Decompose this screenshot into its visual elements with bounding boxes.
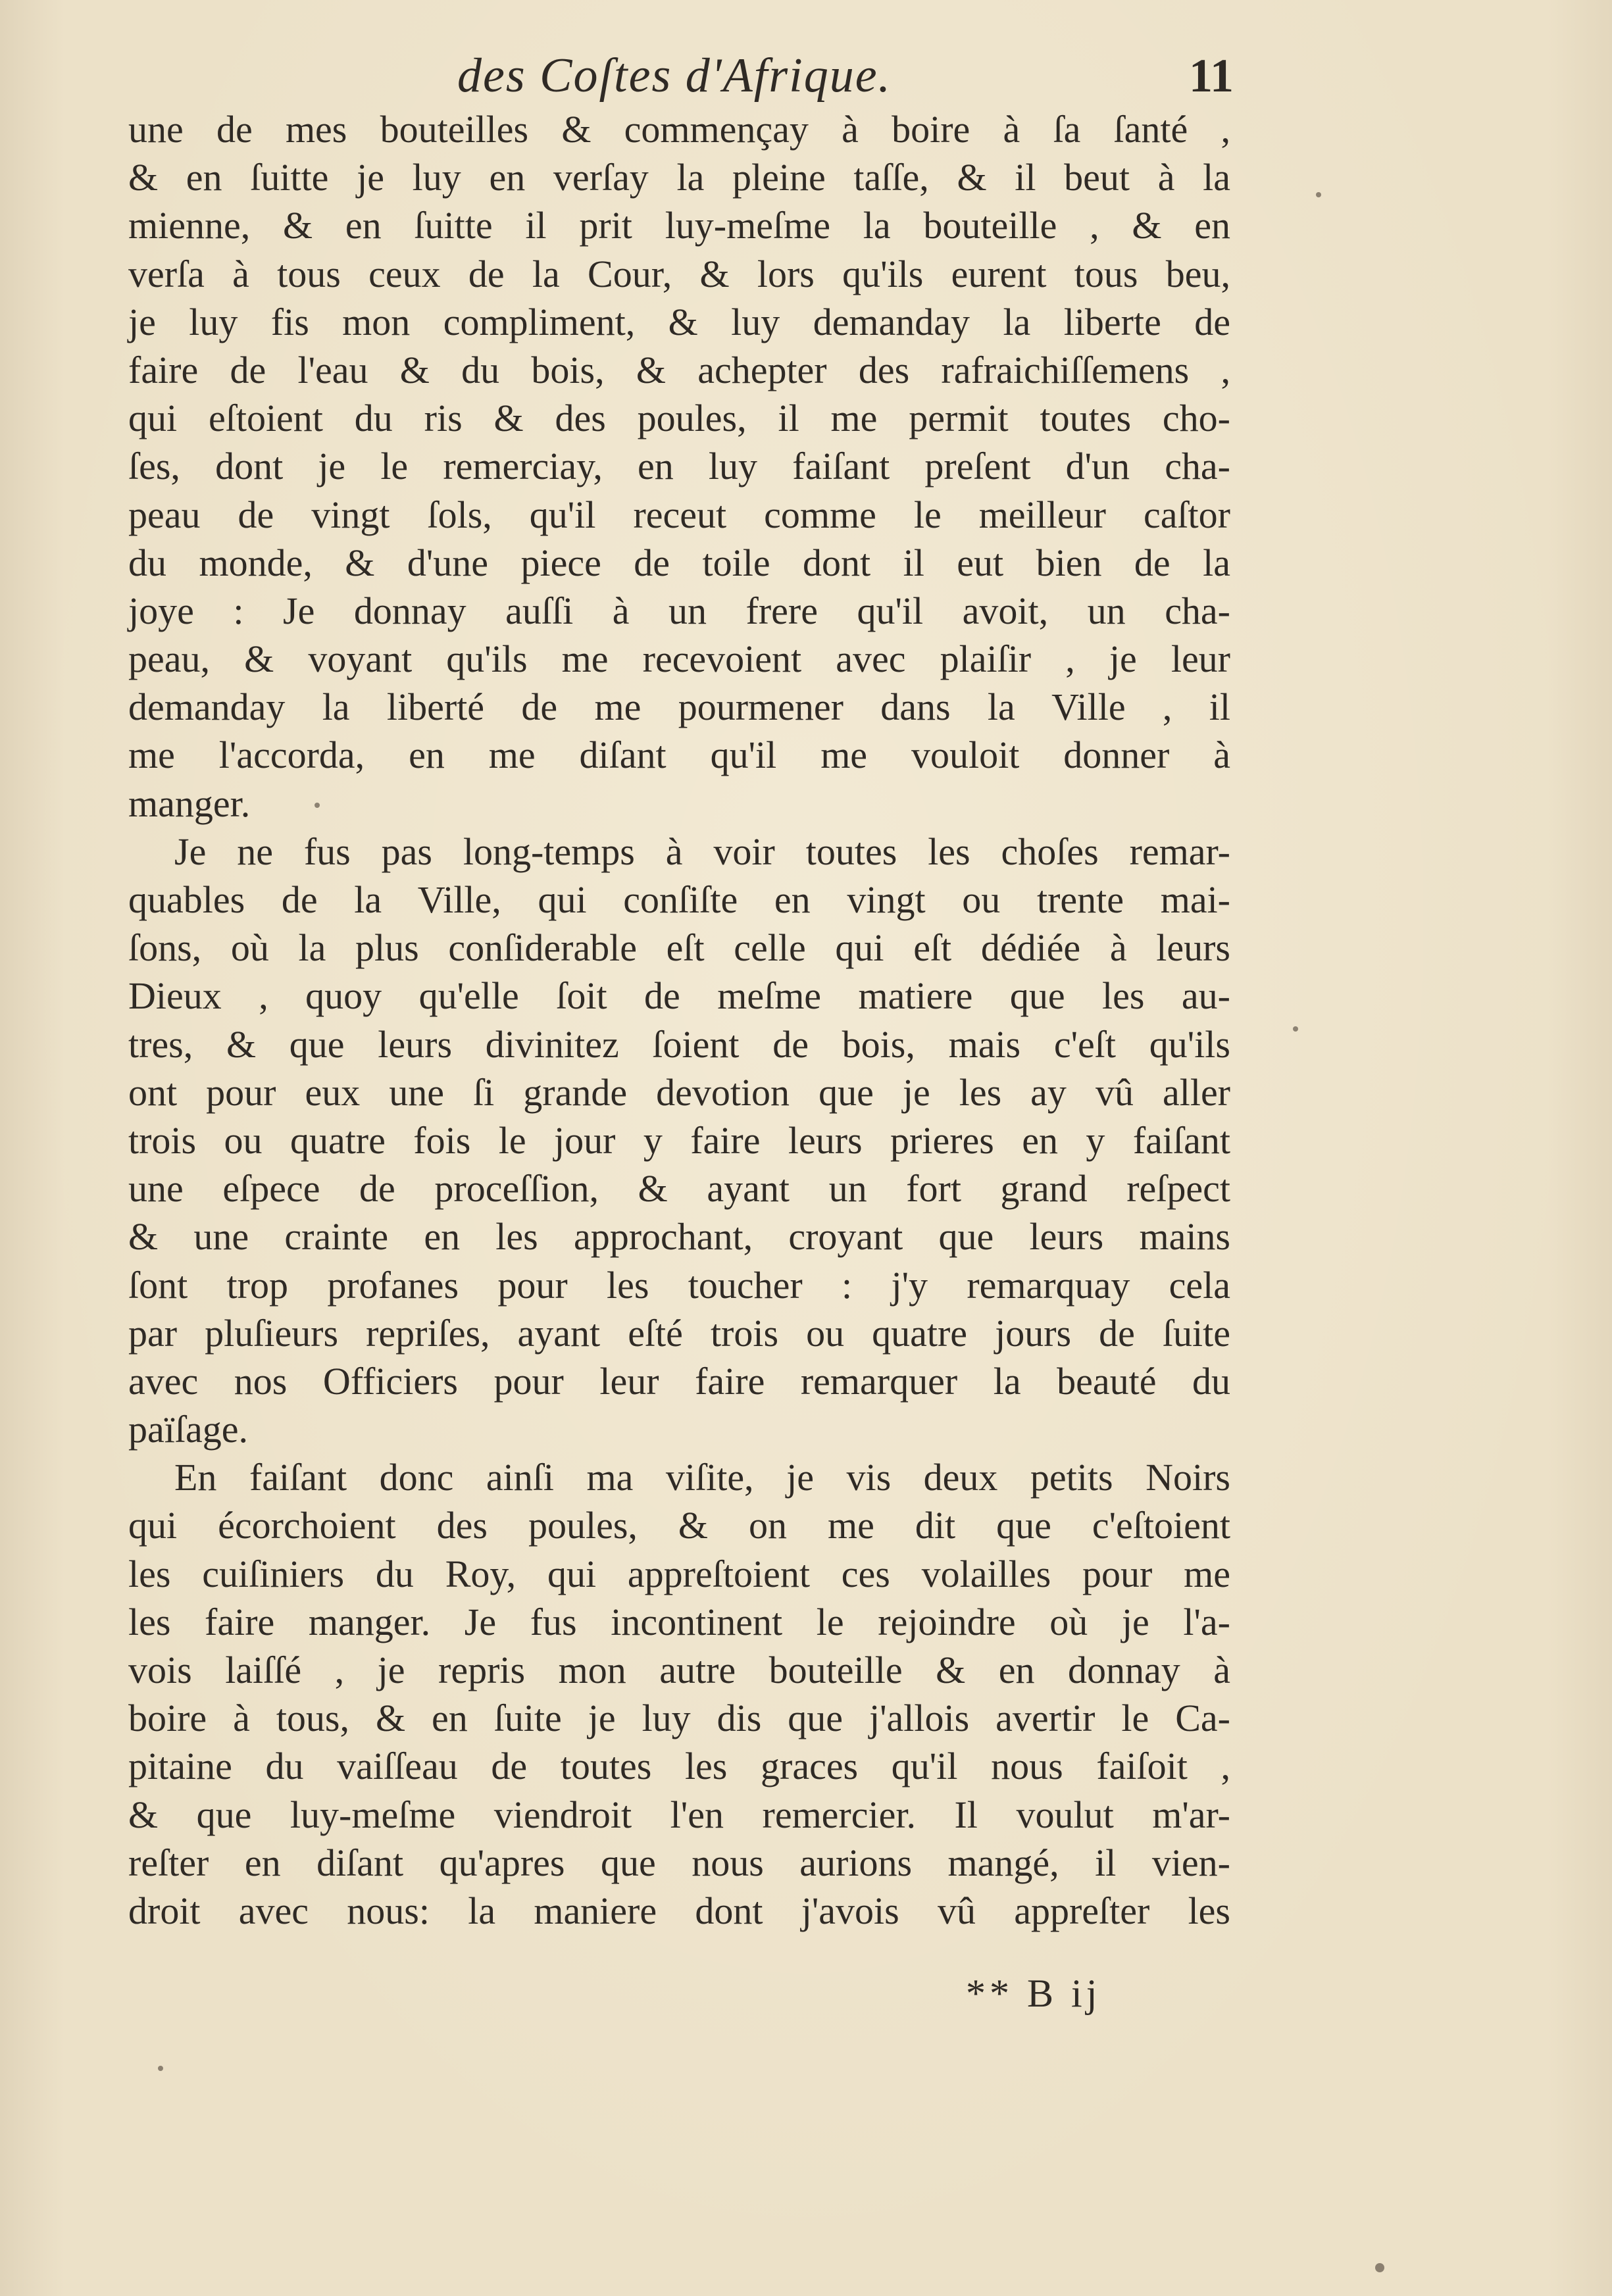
text-line: verſa à tous ceux de la Cour, & lors qu'ils eurent tous beu, [128, 252, 1230, 295]
text-line: manger. [128, 782, 251, 825]
text-line: par pluſieurs repriſes, ayant eſté trois ou quatre jours de ſuite [128, 1311, 1230, 1355]
paper-speck [315, 803, 320, 808]
running-head [128, 46, 1234, 105]
text-line: Je ne fus pas long-temps à voir toutes les choſes remar- [174, 830, 1230, 873]
text-line: qui écorchoient des poules, & on me dit que c'eſtoient [128, 1504, 1230, 1547]
paper-speck [1375, 2263, 1384, 2272]
signature-mark: ** B ij [966, 1972, 1101, 2015]
text-line: du monde, & d'une piece de toile dont il eut bien de la [128, 541, 1230, 584]
running-title: des Coſtes d'Afrique. [457, 49, 892, 103]
text-line: me l'accorda, en me diſant qu'il me vouloit donner à [128, 734, 1230, 777]
text-line: ſes, dont je le remerciay, en luy faiſant preſent d'un cha- [128, 445, 1230, 488]
text-line: & que luy-meſme viendroit l'en remercier. Il voulut m'ar- [128, 1793, 1230, 1836]
text-line: les cuiſiniers du Roy, qui appreſtoient ces volailles pour me [128, 1552, 1230, 1595]
body-text [128, 105, 1230, 1935]
text-line: faire de l'eau & du bois, & achepter des rafraichiſſemens , [128, 348, 1230, 391]
text-line: demanday la liberté de me pourmener dans la Ville , il [128, 686, 1230, 729]
text-line: ſont trop profanes pour les toucher : j'y remarquay cela [128, 1263, 1230, 1307]
text-line: boire à tous, & en ſuite je luy dis que j'allois avertir le Ca- [128, 1697, 1230, 1740]
text-line: tres, & que leurs divinitez ſoient de bois, mais c'eſt qu'ils [128, 1022, 1230, 1066]
text-line: reſter en diſant qu'apres que nous aurions mangé, il vien- [128, 1841, 1230, 1884]
text-line: Dieux , quoy qu'elle ſoit de meſme matiere que les au- [128, 974, 1230, 1018]
text-line: mienne, & en ſuitte il prit luy-meſme la bouteille , & en [128, 204, 1230, 247]
text-line: vois laiſſé , je repris mon autre bouteille & en donnay à [128, 1649, 1230, 1691]
text-line: ont pour eux une ſi grande devotion que je les ay vû aller [128, 1070, 1230, 1114]
text-line: & en ſuitte je luy en verſay la pleine taſſe, & il beut à la [128, 156, 1230, 199]
text-line: trois ou quatre fois le jour y faire leurs prieres en y faiſant [128, 1118, 1230, 1162]
paper-speck [1316, 192, 1321, 197]
text-line: droit avec nous: la maniere dont j'avois vû appreſter les [128, 1889, 1230, 1932]
paper-speck [158, 2066, 163, 2071]
text-line: une eſpece de proceſſion, & ayant un fort grand reſpect [128, 1167, 1230, 1210]
text-line: avec nos Officiers pour leur faire remarquer la beauté du [128, 1359, 1230, 1403]
text-line: les faire manger. Je fus incontinent le rejoindre où je l'a- [128, 1600, 1230, 1643]
text-line: quables de la Ville, qui conſiſte en vingt ou trente mai- [128, 878, 1230, 921]
text-line: qui eſtoient du ris & des poules, il me permit toutes cho- [128, 397, 1230, 440]
text-line: ſons, où la plus conſiderable eſt celle qui eſt dédiée à leurs [128, 926, 1230, 970]
page-number: 11 [1188, 49, 1234, 102]
paper-speck [1293, 1026, 1298, 1032]
text-line: peau, & voyant qu'ils me recevoient avec plaiſir , je leur [128, 637, 1230, 681]
text-line: je luy fis mon compliment, & luy demanday la liberte de [128, 300, 1230, 343]
text-line: En faiſant donc ainſi ma viſite, je vis deux petits Noirs [174, 1456, 1230, 1499]
text-line: une de mes bouteilles & commençay à boire à ſa ſanté , [128, 108, 1230, 151]
text-line: païſage. [128, 1408, 248, 1451]
text-line: pitaine du vaiſſeau de toutes les graces qu'il nous faiſoit , [128, 1745, 1230, 1788]
text-line: joye : Je donnay auſſi à un frere qu'il avoit, un cha- [128, 589, 1230, 632]
text-line: & une crainte en les approchant, croyant que leurs mains [128, 1215, 1230, 1259]
text-line: peau de vingt ſols, qu'il receut comme le meilleur caſtor [128, 493, 1230, 536]
